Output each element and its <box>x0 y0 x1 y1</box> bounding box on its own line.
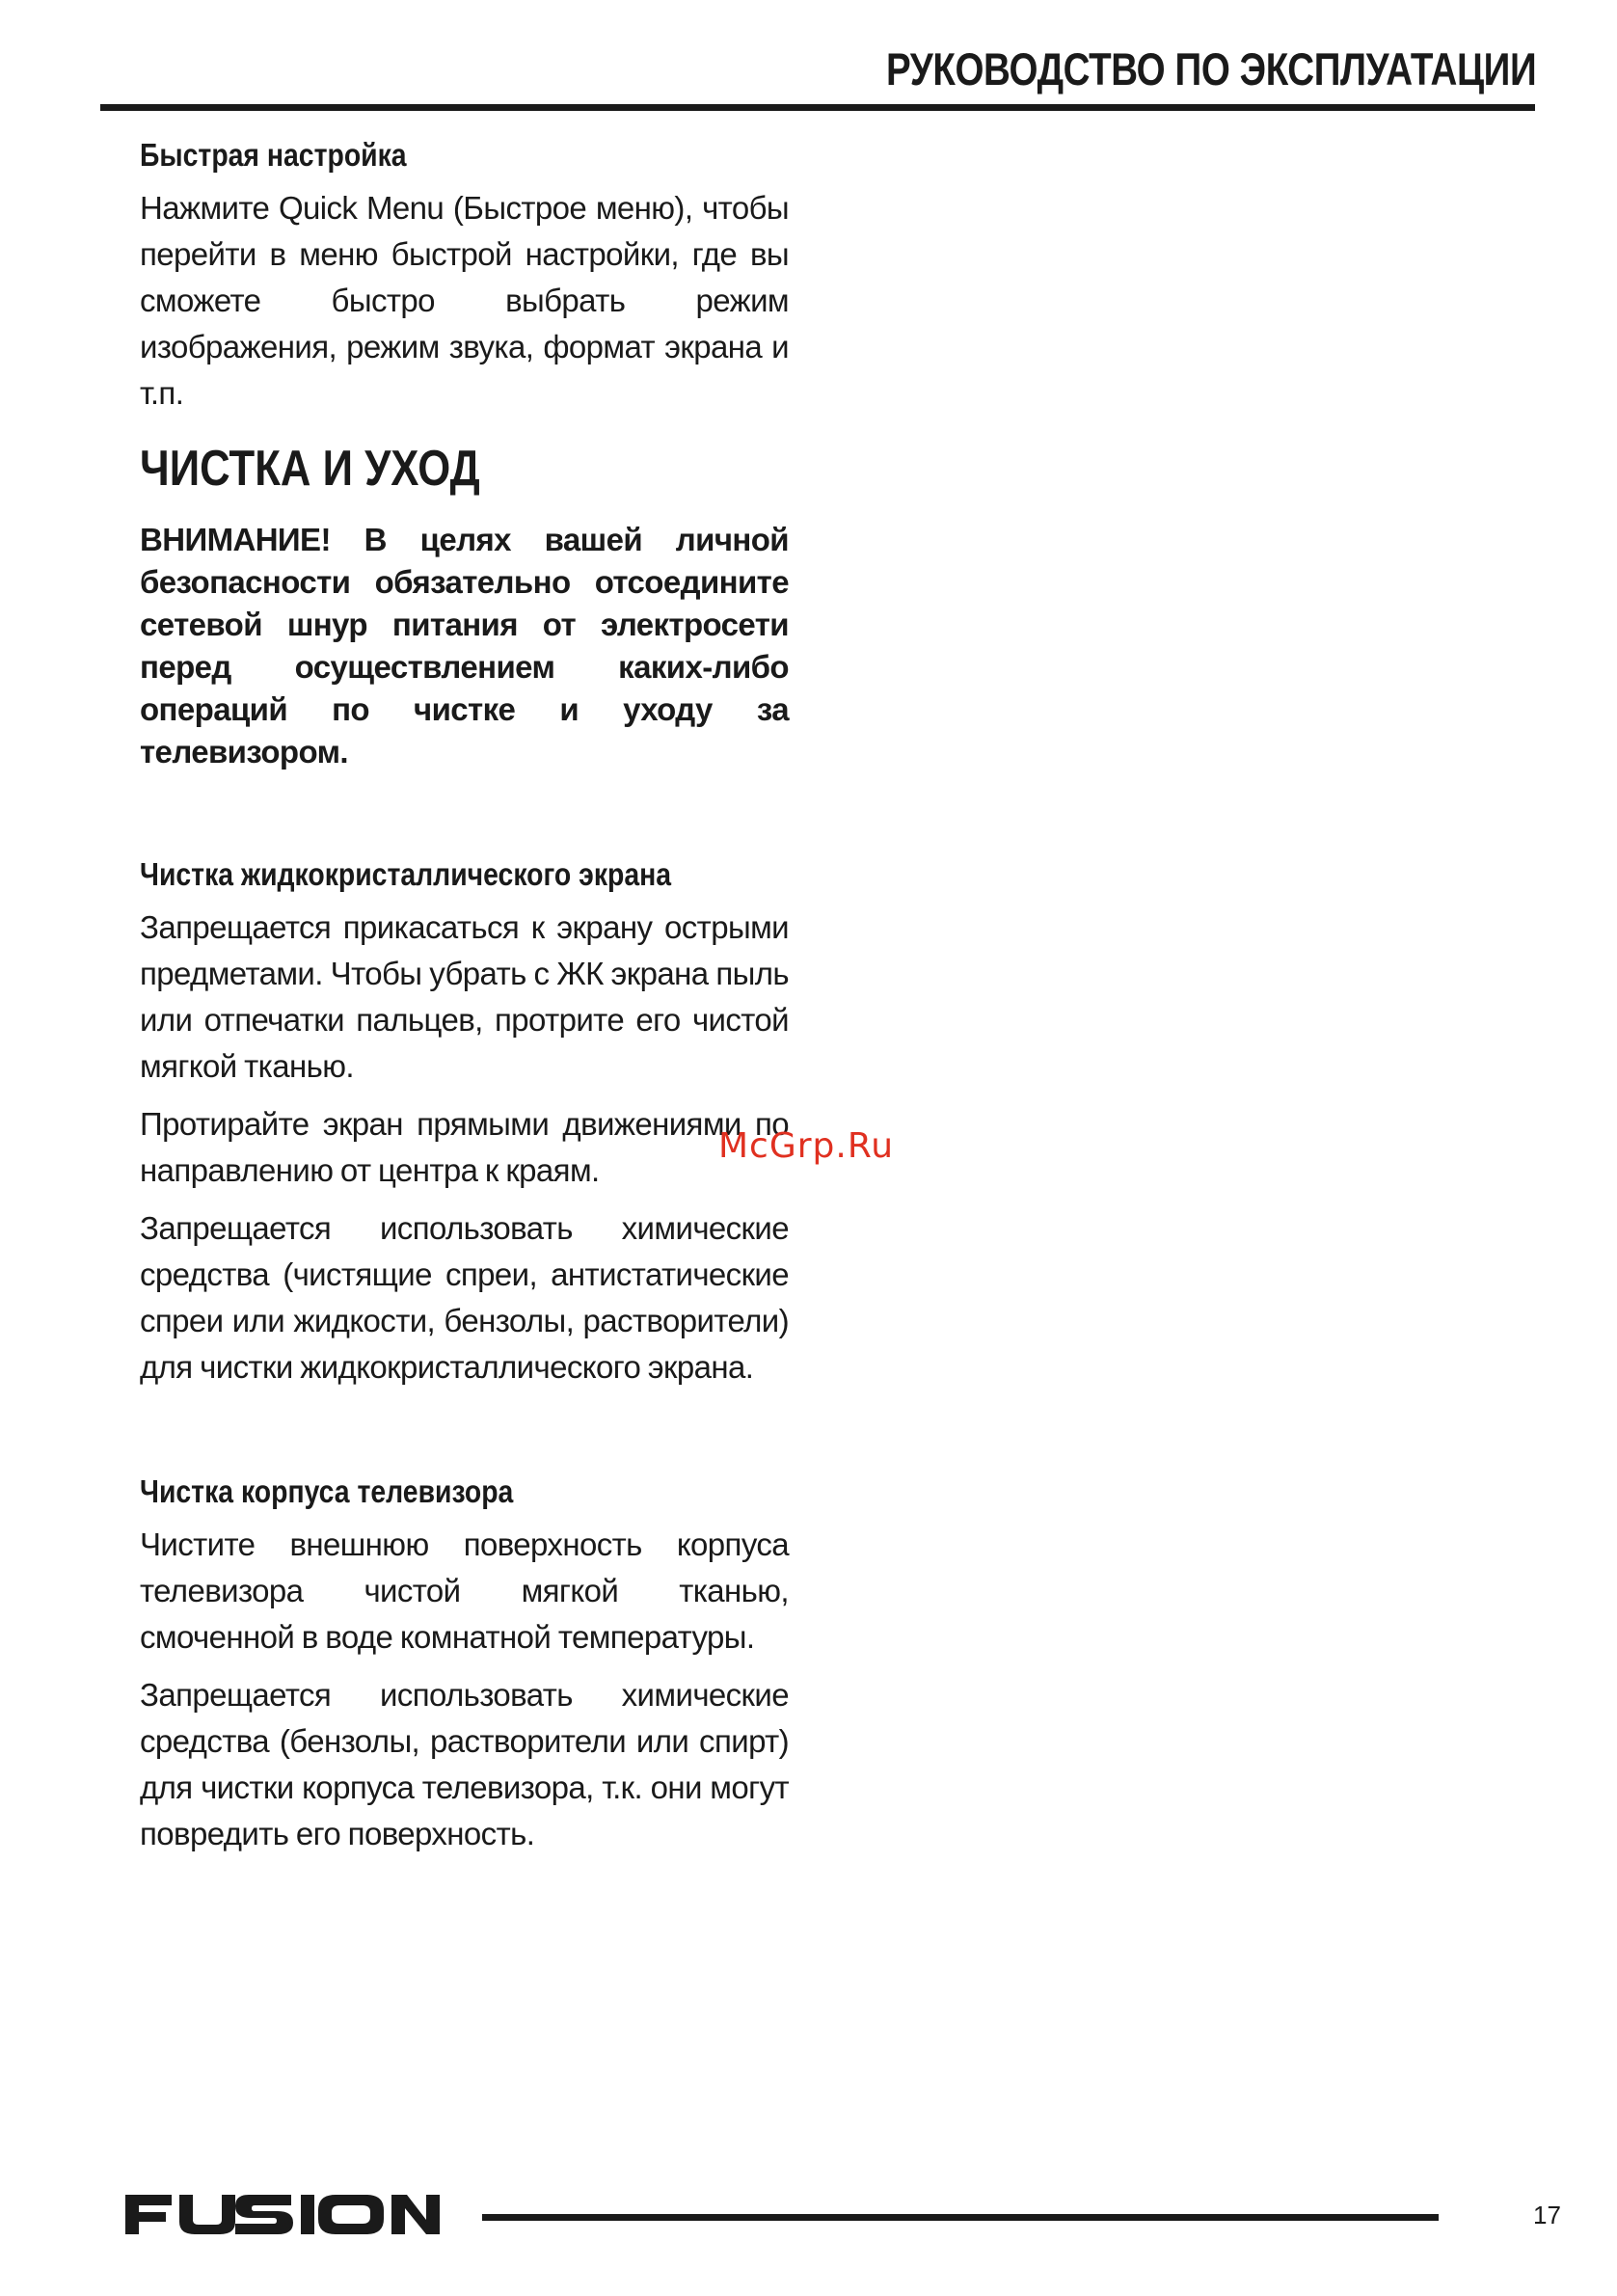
case-cleaning-heading: Чистка корпуса телевизора <box>140 1473 514 1509</box>
lcd-cleaning-paragraph: Запрещается использовать химические средства (чистящие спреи, антистатические спреи или жидкости, бензолы, растворители) для чистки жидкокристаллического экрана. <box>140 1210 789 1385</box>
case-cleaning-paragraph: Чистите внешнюю поверхность корпуса телевизора чистой мягкой тканью, смоченной в воде комнатной температуры. <box>140 1526 789 1655</box>
footer-rule <box>482 2214 1439 2221</box>
quick-setup-heading: Быстрая настройка <box>140 137 407 173</box>
watermark-text: McGrp.Ru <box>718 1126 895 1166</box>
quick-setup-text: Нажмите Quick Menu (Быстрое меню), чтобы перейти в меню быстрой настройки, где вы сможете быстро выбрать режим изображения, режим звука, формат экрана и т.п. <box>140 190 789 411</box>
page-header-title: РУКОВОДСТВО ПО ЭКСПЛУАТАЦИИ <box>885 43 1536 95</box>
lcd-cleaning-heading: Чистка жидкокристаллического экрана <box>140 856 672 892</box>
header-rule <box>100 104 1535 111</box>
lcd-cleaning-paragraph: Протирайте экран прямыми движениями по направлению от центра к краям. <box>140 1106 789 1188</box>
main-column <box>140 135 789 1869</box>
care-section-heading: ЧИСТКА И УХОД <box>140 441 480 497</box>
page-number: 17 <box>1533 2201 1561 2229</box>
fusion-logo <box>123 2185 442 2243</box>
lcd-cleaning-paragraph: Запрещается прикасаться к экрану острыми предметами. Чтобы убрать с ЖК экрана пыль или отпечатки пальцев, протрите его чистой мягкой тканью. <box>140 909 789 1084</box>
safety-warning: ВНИМАНИЕ! В целях вашей личной безопасности обязательно отсоедините сетевой шнур питания от электросети перед осуществлением каких-либо операций по чистке и уходу за телевизором. <box>140 522 789 770</box>
case-cleaning-paragraph: Запрещается использовать химические средства (бензолы, растворители или спирт) для чистки корпуса телевизора, т.к. они могут повредить его поверхность. <box>140 1677 789 1851</box>
